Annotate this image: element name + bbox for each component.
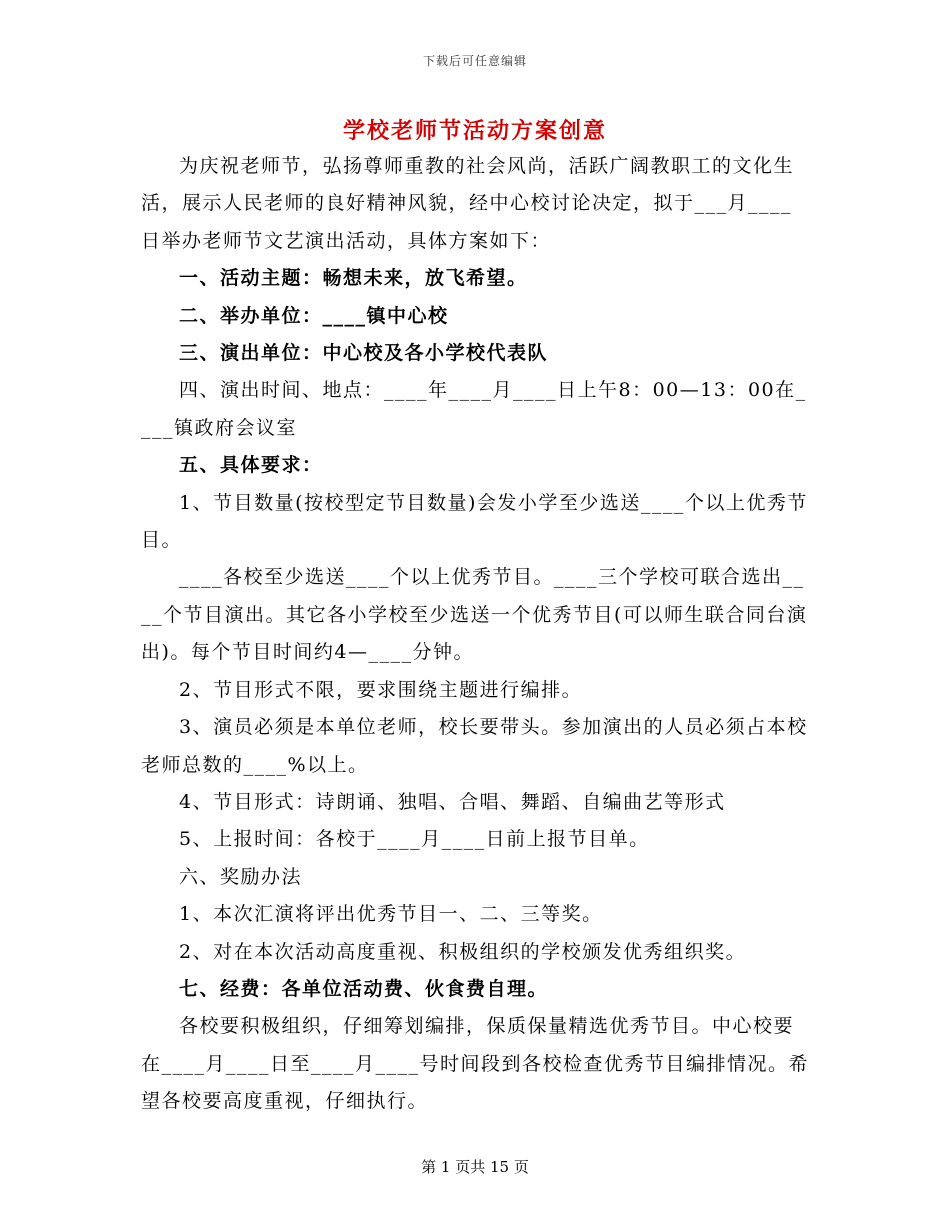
paragraph-requirement-5: 5、上报时间：各校于____月____日前上报节目单。 <box>179 828 650 851</box>
paragraph-requirement-4: 4、节目形式：诗朗诵、独唱、合唱、舞蹈、自编曲艺等形式 <box>179 790 726 813</box>
page-footer: 第 1 页共 15 页 <box>421 1158 529 1176</box>
paragraph-theme: 一、活动主题：畅想未来，放飞希望。 <box>179 267 528 290</box>
paragraph-requirement-1: 1、节目数量(按校型定节目数量)会发小学至少选送____个以上优秀节目。 <box>141 491 808 552</box>
paragraph-requirement-2: 2、节目形式不限，要求围绕主题进行编排。 <box>179 678 583 701</box>
paragraph-reward-2: 2、对在本次活动高度重视、积极组织的学校颁发优秀组织奖。 <box>179 940 747 963</box>
paragraph-requirement-1-detail: ____各校至少选送____个以上优秀节目。____三个学校可联合选出____个节目演出。其它各小学校至少选送一个优秀节目(可以师生联合同台演出)。每个节目时间约4—____分钟。 <box>141 566 808 664</box>
paragraph-funding: 七、经费：各单位活动费、伙食费自理。 <box>179 977 549 1000</box>
paragraph-performers: 三、演出单位：中心校及各小学校代表队 <box>179 342 549 365</box>
page-header: 下载后可任意编辑 <box>422 54 527 68</box>
document-body <box>141 148 811 1121</box>
document-title: 学校老师节活动方案创意 <box>342 118 607 144</box>
paragraph-closing: 各校要积极组织，仔细筹划编排，保质保量精选优秀节目。中心校要在____月____日至____月____号时间段到各校检查优秀节目编排情况。希望各校要高度重视，仔细执行。 <box>141 1015 810 1113</box>
paragraph-requirement-3: 3、演员必须是本单位老师，校长要带头。参加演出的人员必须占本校老师总数的____%以上。 <box>141 716 808 776</box>
paragraph-time-place: 四、演出时间、地点：____年____月____日上午8：00—13：00在____镇政府会议室 <box>141 379 807 439</box>
paragraph-intro: 为庆祝老师节，弘扬尊师重教的社会风尚，活跃广阔教职工的文化生活，展示人民老师的良好精神风貌，经中心校讨论决定，拟于___月____日举办老师节文艺演出活动，具体方案如下： <box>141 155 795 252</box>
paragraph-requirements-heading: 五、具体要求： <box>179 454 323 477</box>
paragraph-reward-1: 1、本次汇演将评出优秀节目一、二、三等奖。 <box>179 903 603 926</box>
paragraph-organizer: 二、举办单位：____镇中心校 <box>179 304 449 327</box>
paragraph-rewards-heading: 六、奖励办法 <box>179 865 303 888</box>
